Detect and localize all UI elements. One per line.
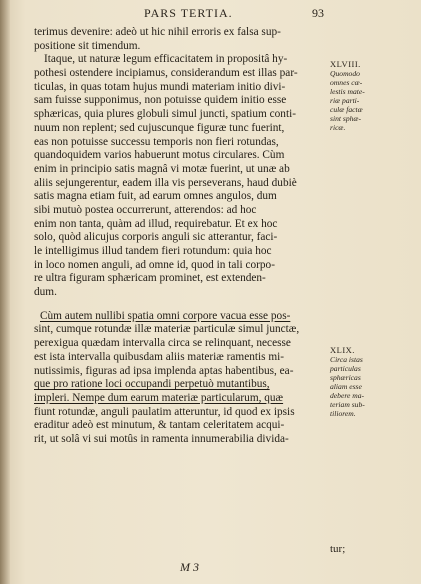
margin-note-line: riæ parti- bbox=[330, 96, 360, 105]
running-head: PARS TERTIA. bbox=[144, 6, 233, 20]
page-header bbox=[34, 6, 324, 22]
margin-note-line: lestis mate- bbox=[330, 87, 365, 96]
text-line: Cùm autem nullibi spatia omni corpore vacua esse pos- bbox=[40, 309, 291, 322]
text-line: est ista intervalla quibusdam aliis materiæ ramentis mi- bbox=[34, 350, 285, 363]
page-number: 93 bbox=[312, 6, 324, 20]
text-line: pothesi ostendere incipiamus, considerandum est illas par- bbox=[34, 67, 298, 80]
text-line: enim in principio satis magnâ vi motæ fuerint, ut unæ ab bbox=[34, 162, 290, 175]
main-text bbox=[34, 26, 324, 447]
margin-note-line: Quomodo bbox=[330, 69, 360, 78]
page-gutter-shadow bbox=[0, 0, 10, 584]
margin-note-line: omnes cæ- bbox=[330, 78, 363, 87]
margin-note-line: tiliorem. bbox=[330, 409, 356, 418]
margin-note-line: debere ma- bbox=[330, 391, 365, 400]
margin-note-49 bbox=[330, 346, 392, 418]
margin-note-line: Circa istas bbox=[330, 355, 363, 364]
text-line: impleri. Nempe dum earum materiæ particularum, quæ bbox=[34, 391, 284, 404]
text-line: quandoquidem varios habuerunt motus circulares. Cùm bbox=[34, 149, 285, 162]
text-line: sphæricas, quia plures globuli simul juncti, spatium conti- bbox=[34, 108, 296, 121]
text-line: positione sit timendum. bbox=[34, 39, 141, 52]
margin-note-line: ricæ. bbox=[330, 123, 346, 132]
text-line: ticulas, in quas totam hujus mundi materiam initio divi- bbox=[34, 80, 286, 93]
text-line: que pro ratione loci occupandi perpetuò mutantibus, bbox=[34, 378, 270, 391]
text-line: rit, ut solâ vi sui motûs in ramenta innumerabilia divida- bbox=[34, 432, 289, 445]
text-line: perexigua quædam intervalla circa se relinquant, necesse bbox=[34, 337, 291, 350]
text-line: re ultra figuram sphæricam prominet, est extenden- bbox=[34, 272, 266, 285]
text-line: terimus devenire: adeò ut hic nihil erroris ex falsa sup- bbox=[34, 26, 281, 38]
text-line: solo, quòd alicujus corporis anguli sic atterantur, faci- bbox=[34, 231, 278, 244]
margin-note-number: XLVIII. bbox=[330, 59, 361, 69]
margin-note-line: culæ factæ bbox=[330, 105, 363, 114]
text-line: eraditur adeò est minutum, & tantam celeritatem acqui- bbox=[34, 419, 285, 432]
text-line: enim non tanta, quàm ad illud, requirebatur. Et ex hoc bbox=[34, 217, 278, 230]
text-line: Itaque, ut naturæ legum efficacitatem in propositâ hy- bbox=[44, 53, 288, 66]
signature-mark: M 3 bbox=[180, 560, 199, 574]
text-line: nuum non replent; sed cujuscunque figuræ tunc fuerint, bbox=[34, 121, 285, 134]
text-line: sam fuisse supponimus, non potuisse quidem initio esse bbox=[34, 94, 287, 107]
text-line: in loco nomen anguli, ad omne id, quod in tali corpo- bbox=[34, 258, 275, 271]
margin-note-line: sint sphæ- bbox=[330, 114, 362, 123]
text-line: sint, cumque rotundæ illæ materiæ particulæ simul junctæ, bbox=[34, 323, 300, 336]
text-line: fiunt rotundæ, anguli paulatim atteruntur, id quod ex ipsis bbox=[34, 405, 295, 418]
margin-note-line: sphæricas bbox=[330, 373, 361, 382]
margin-note-line: aliam esse bbox=[330, 382, 362, 391]
text-line: sibi mutuò postea occurrerunt, atterendos: ad hoc bbox=[34, 203, 257, 216]
margin-note-line: teriam sub- bbox=[330, 400, 365, 409]
margin-note-line: particulas bbox=[330, 364, 361, 373]
margin-note-48 bbox=[330, 60, 392, 132]
text-line: nutissimis, figuras ad ipsa implenda aptas habentibus, ea- bbox=[34, 364, 294, 377]
text-line: le intelligimus illud tandem fieri rotundum: quia hoc bbox=[34, 245, 272, 257]
margin-note-number: XLIX. bbox=[330, 345, 355, 355]
text-line: aliis sejungerentur, eadem illa vis perseverans, haud dubiè bbox=[34, 176, 297, 189]
text-line: satis magna etiam fuit, ad earum omnes angulos, dum bbox=[34, 190, 277, 203]
text-line: dum. bbox=[34, 286, 57, 299]
catchword: tur; bbox=[330, 543, 346, 555]
text-line: eas non potuisse successu temporis non fieri rotundas, bbox=[34, 135, 279, 148]
